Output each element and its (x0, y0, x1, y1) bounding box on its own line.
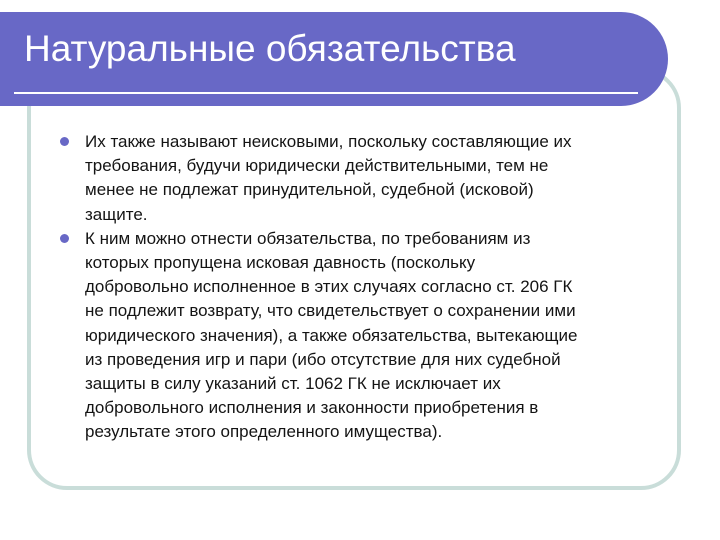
title-underline (14, 92, 638, 94)
bullet-line: менее не подлежат принудительной, судебной (исковой) (85, 180, 534, 200)
bullet-line: К ним можно отнести обязательства, по требованиям из (85, 228, 531, 248)
bullet-item (60, 227, 672, 445)
bullet-list (60, 130, 672, 445)
bullet-line: которых пропущена исковая давность (поскольку (85, 253, 476, 273)
bullet-line: не подлежит возврату, что свидетельствует о сохранении ими (85, 301, 576, 321)
slide-title: Натуральные обязательства (24, 28, 516, 69)
bullet-dot-icon (60, 234, 69, 243)
bullet-line: юридического значения), а также обязательства, вытекающие (85, 325, 578, 345)
bullet-line: результате этого определенного имущества). (85, 422, 443, 442)
bullet-line: добровольного исполнения и законности приобретения в (85, 398, 539, 418)
bullet-line: защиты в силу указаний ст. 1062 ГК не исключает их (85, 374, 501, 394)
bullet-line: добровольно исполненное в этих случаях согласно ст. 206 ГК (85, 277, 573, 297)
bullet-text (85, 227, 672, 445)
bullet-dot-icon (60, 137, 69, 146)
bullet-text (85, 130, 672, 227)
bullet-line: требования, будучи юридически действительными, тем не (85, 156, 549, 176)
bullet-item (60, 130, 672, 227)
bullet-line: Их также называют неисковыми, поскольку составляющие их (85, 132, 572, 151)
bullet-line: из проведения игр и пари (ибо отсутствие для них судебной (85, 349, 561, 369)
bullet-line: защите. (85, 204, 148, 224)
